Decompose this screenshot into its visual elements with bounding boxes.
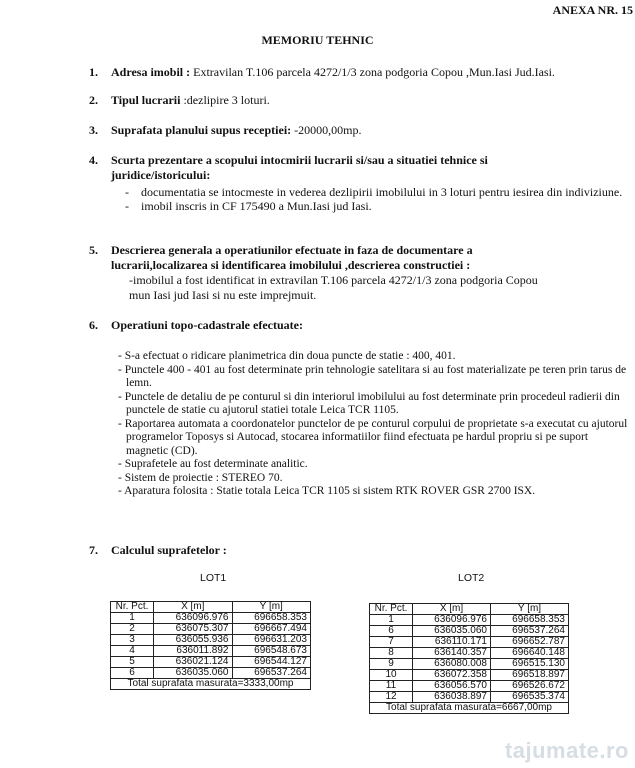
operation-item: - S-a efectuat o ridicare planimetrica din doua puncte de statie : 400, 401. xyxy=(118,350,456,362)
table-header-row xyxy=(111,602,311,613)
section-3 xyxy=(89,123,362,138)
list-item: - imobil inscris in CF 175490 a Mun.Iasi jud Iasi. xyxy=(111,199,626,213)
total-area: Total suprafata masurata=3333,00mp xyxy=(111,679,311,690)
section-heading: Operatiuni topo-cadastrale efectuate: xyxy=(111,318,303,332)
table-row xyxy=(111,613,311,624)
table-row xyxy=(111,657,311,668)
table-cell: 696544.127 xyxy=(232,657,311,668)
table-cell: 4 xyxy=(111,646,154,657)
section-heading-line: Descrierea generala a operatiunilor efectuate in faza de documentare a xyxy=(111,243,473,257)
table-total-row xyxy=(370,703,569,714)
section-5 xyxy=(89,243,626,303)
section-heading: Calculul suprafetelor : xyxy=(111,543,227,557)
table-cell: 636035.060 xyxy=(154,668,233,679)
table-cell: 636072.358 xyxy=(413,670,491,681)
operation-item: - Punctele de detaliu de pe conturul si din interiorul imobilului au fost determinate prin procedeul radierii din punctele de statie cu ajutorul statiei totale Leica TCR 1105. xyxy=(118,390,620,416)
table-row xyxy=(111,635,311,646)
table-cell: 636055.936 xyxy=(154,635,233,646)
table-cell: 636080.008 xyxy=(413,659,491,670)
section-number: 5. xyxy=(89,243,98,257)
table-cell: 6 xyxy=(370,626,413,637)
section-6 xyxy=(89,318,303,333)
table-cell: 2 xyxy=(111,624,154,635)
lot1-label: LOT1 xyxy=(200,572,227,584)
table-row xyxy=(111,646,311,657)
section-number: 4. xyxy=(89,153,98,167)
table-cell: 1 xyxy=(111,613,154,624)
lot1-coordinates-table xyxy=(110,601,311,690)
table-cell: 696667.494 xyxy=(232,624,311,635)
table-cell: 696537.264 xyxy=(232,668,311,679)
table-cell: 696518.897 xyxy=(491,670,569,681)
column-header: X [m] xyxy=(413,604,491,615)
table-cell: 696548.673 xyxy=(232,646,311,657)
section-text-line: -imobilul a fost identificat in extravilan T.106 parcela 4272/1/3 zona podgoria Copou xyxy=(129,273,538,287)
section-7 xyxy=(89,543,227,558)
list-item: - documentatia se intocmeste in vederea dezlipirii imobilului in 3 loturi pentru iesirea din indiviziune. xyxy=(111,185,626,199)
section-text: :dezlipire 3 loturi. xyxy=(180,93,270,107)
table-header-row xyxy=(370,604,569,615)
table-cell: 696515.130 xyxy=(491,659,569,670)
operations-list xyxy=(118,350,633,499)
operation-item: - Suprafetele au fost determinate analitic. xyxy=(118,458,308,470)
table-cell: 636096.976 xyxy=(413,615,491,626)
operation-item: - Punctele 400 - 401 au fost determinate prin tehnologie satelitara si au fost materializate pe teren prin tarus de lemn. xyxy=(118,363,627,389)
section-2 xyxy=(89,93,270,108)
section-number: 7. xyxy=(89,543,98,557)
table-cell: 12 xyxy=(370,692,413,703)
table-row xyxy=(370,648,569,659)
section-text: Extravilan T.106 parcela 4272/1/3 zona podgoria Copou ,Mun.Iasi Jud.Iasi. xyxy=(190,65,555,79)
table-cell: 696640.148 xyxy=(491,648,569,659)
table-cell: 636035.060 xyxy=(413,626,491,637)
table-cell: 636140.357 xyxy=(413,648,491,659)
section-text: -20000,00mp. xyxy=(291,123,362,137)
lot2-label: LOT2 xyxy=(458,572,485,584)
table-cell: 7 xyxy=(370,637,413,648)
section-heading-line: Scurta prezentare a scopului intocmirii lucrarii si/sau a situatiei tehnice si xyxy=(111,153,488,167)
table-row xyxy=(370,692,569,703)
section-heading: Suprafata planului supus receptiei: xyxy=(111,123,292,137)
table-cell: 636011.892 xyxy=(154,646,233,657)
column-header: X [m] xyxy=(154,602,233,613)
table-row xyxy=(370,659,569,670)
table-cell: 636096.976 xyxy=(154,613,233,624)
table-cell: 696537.264 xyxy=(491,626,569,637)
section-heading: Tipul lucrarii xyxy=(111,93,181,107)
table-row xyxy=(370,626,569,637)
section-list xyxy=(111,185,626,213)
lot2-coordinates-table xyxy=(369,603,569,714)
section-number: 2. xyxy=(89,93,98,107)
table-row xyxy=(111,624,311,635)
table-cell: 636056.570 xyxy=(413,681,491,692)
table-cell: 9 xyxy=(370,659,413,670)
section-1 xyxy=(89,65,626,80)
table-cell: 636110.171 xyxy=(413,637,491,648)
section-4 xyxy=(89,153,626,213)
operation-item: - Raportarea automata a coordonatelor punctelor de pe conturul corpului de proprietate s-a executat cu ajutorul programelor Toposys si Autocad, stocarea informatiilor fiind efectuata pe hardul propriu si pe suport magnetic (CD). xyxy=(118,417,628,457)
table-row xyxy=(370,615,569,626)
section-number: 1. xyxy=(89,65,98,79)
table-cell: 5 xyxy=(111,657,154,668)
table-cell: 636021.124 xyxy=(154,657,233,668)
table-row xyxy=(111,668,311,679)
column-header: Nr. Pct. xyxy=(370,604,413,615)
section-number: 6. xyxy=(89,318,98,332)
watermark-logo: tajumate.ro xyxy=(504,738,629,763)
table-cell: 636038.897 xyxy=(413,692,491,703)
table-cell: 11 xyxy=(370,681,413,692)
total-area: Total suprafata masurata=6667,00mp xyxy=(370,703,569,714)
column-header: Y [m] xyxy=(491,604,569,615)
section-text-line: mun Iasi jud Iasi si nu este imprejmuit. xyxy=(129,288,317,302)
table-cell: 696658.353 xyxy=(232,613,311,624)
section-number: 3. xyxy=(89,123,98,137)
table-cell: 636075.307 xyxy=(154,624,233,635)
section-heading: Adresa imobil : xyxy=(111,65,191,79)
table-cell: 6 xyxy=(111,668,154,679)
column-header: Nr. Pct. xyxy=(111,602,154,613)
section-heading-line: lucrarii,localizarea si identificarea imobilului ,descrierea constructiei : xyxy=(111,258,471,272)
table-row xyxy=(370,681,569,692)
table-cell: 696526.672 xyxy=(491,681,569,692)
table-cell: 1 xyxy=(370,615,413,626)
table-cell: 8 xyxy=(370,648,413,659)
table-cell: 3 xyxy=(111,635,154,646)
table-row xyxy=(370,637,569,648)
operation-item: - Aparatura folosita : Statie totala Leica TCR 1105 si sistem RTK ROVER GSR 2700 ISX. xyxy=(118,485,536,497)
table-total-row xyxy=(111,679,311,690)
table-cell: 10 xyxy=(370,670,413,681)
table-cell: 696535.374 xyxy=(491,692,569,703)
table-cell: 696652.787 xyxy=(491,637,569,648)
table-cell: 696658.353 xyxy=(491,615,569,626)
operation-item: - Sistem de proiectie : STEREO 70. xyxy=(118,471,283,484)
section-heading-line: juridice/istoricului: xyxy=(111,168,211,182)
annex-number: ANEXA NR. 15 xyxy=(552,3,633,17)
document-title: MEMORIU TEHNIC xyxy=(261,33,374,47)
table-cell: 696631.203 xyxy=(232,635,311,646)
table-row xyxy=(370,670,569,681)
column-header: Y [m] xyxy=(232,602,311,613)
